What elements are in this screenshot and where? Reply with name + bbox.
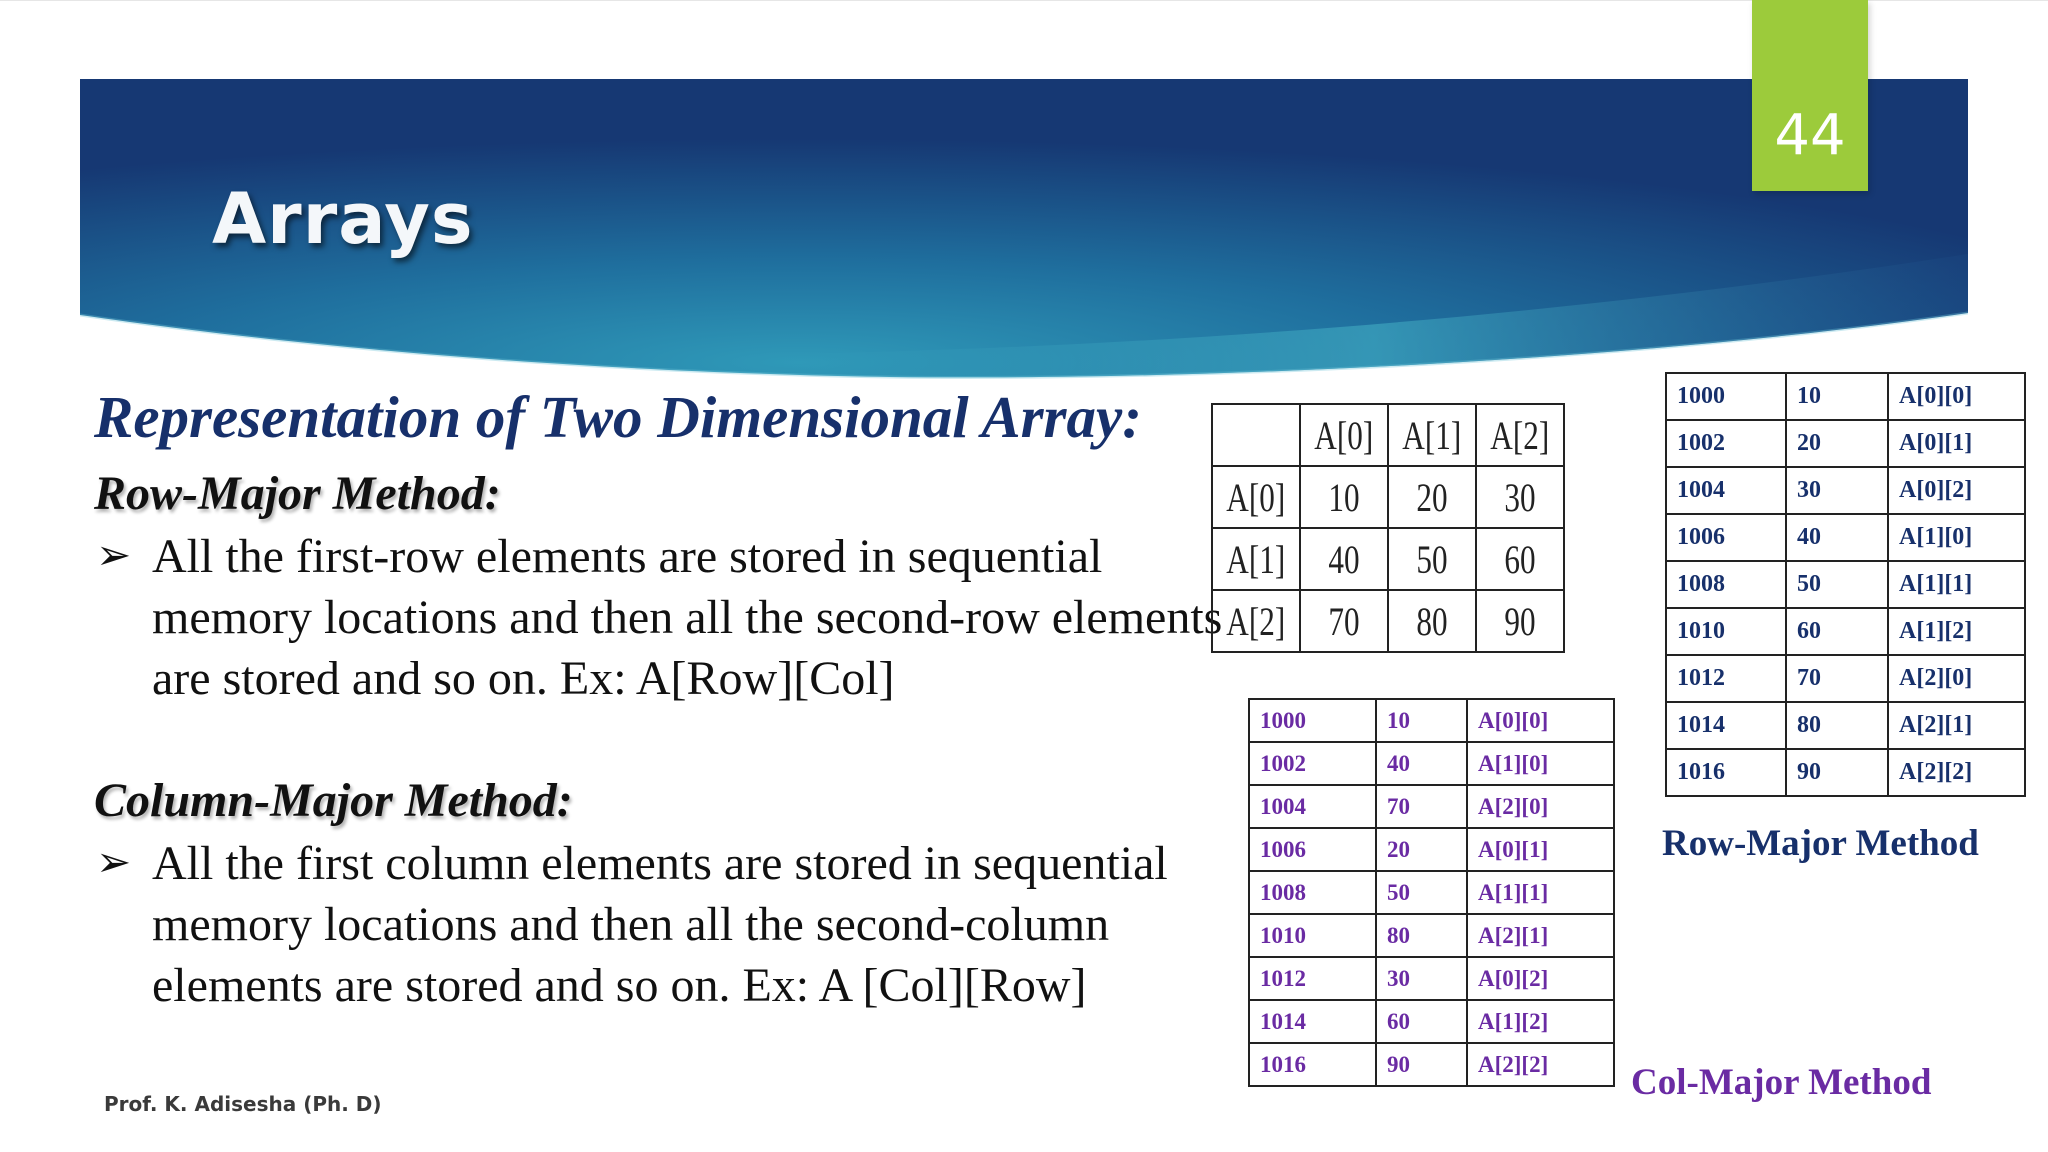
matrix-cell: 90 bbox=[1476, 590, 1564, 652]
table-row bbox=[1249, 957, 1614, 1000]
value-cell: 10 bbox=[1376, 699, 1467, 742]
author-footer: Prof. K. Adisesha (Ph. D) bbox=[104, 1092, 382, 1116]
table-row bbox=[1666, 514, 2025, 561]
row-major-memory-table bbox=[1665, 372, 2026, 797]
col-major-memory-table bbox=[1248, 698, 1615, 1087]
element-cell: A[0][2] bbox=[1888, 467, 2025, 514]
element-cell: A[0][1] bbox=[1888, 420, 2025, 467]
table-row bbox=[1249, 742, 1614, 785]
value-cell: 10 bbox=[1786, 373, 1888, 420]
matrix-row bbox=[1212, 466, 1564, 528]
address-cell: 1012 bbox=[1666, 655, 1786, 702]
value-cell: 60 bbox=[1786, 608, 1888, 655]
element-cell: A[2][2] bbox=[1467, 1043, 1614, 1086]
matrix-cell: 20 bbox=[1388, 466, 1476, 528]
matrix-cell bbox=[1212, 404, 1300, 466]
table-row bbox=[1249, 785, 1614, 828]
element-cell: A[1][0] bbox=[1467, 742, 1614, 785]
table-row bbox=[1666, 608, 2025, 655]
value-cell: 50 bbox=[1376, 871, 1467, 914]
section-heading: Representation of Two Dimensional Array: bbox=[94, 384, 1142, 450]
address-cell: 1000 bbox=[1249, 699, 1376, 742]
table-row bbox=[1249, 871, 1614, 914]
element-cell: A[0][0] bbox=[1888, 373, 2025, 420]
column-major-paragraph bbox=[96, 833, 1266, 1016]
value-cell: 90 bbox=[1376, 1043, 1467, 1086]
matrix-cell: 40 bbox=[1300, 528, 1388, 590]
address-cell: 1002 bbox=[1666, 420, 1786, 467]
element-cell: A[2][1] bbox=[1467, 914, 1614, 957]
value-cell: 70 bbox=[1376, 785, 1467, 828]
address-cell: 1008 bbox=[1666, 561, 1786, 608]
element-cell: A[0][2] bbox=[1467, 957, 1614, 1000]
table-row bbox=[1249, 1043, 1614, 1086]
table-row bbox=[1666, 702, 2025, 749]
address-cell: 1006 bbox=[1249, 828, 1376, 871]
address-cell: 1002 bbox=[1249, 742, 1376, 785]
value-cell: 70 bbox=[1786, 655, 1888, 702]
matrix-cell: 60 bbox=[1476, 528, 1564, 590]
matrix-cell: A[2] bbox=[1212, 590, 1300, 652]
column-major-heading: Column-Major Method: bbox=[94, 774, 573, 827]
value-cell: 80 bbox=[1376, 914, 1467, 957]
slide-title: Arrays bbox=[212, 178, 474, 260]
matrix-cell: A[0] bbox=[1300, 404, 1388, 466]
matrix-cell: 50 bbox=[1388, 528, 1476, 590]
slide-number: 44 bbox=[1774, 103, 1846, 168]
element-cell: A[2][0] bbox=[1888, 655, 2025, 702]
arrow-bullet-icon: ➢ bbox=[96, 533, 132, 579]
value-cell: 20 bbox=[1786, 420, 1888, 467]
value-cell: 90 bbox=[1786, 749, 1888, 796]
table-row bbox=[1666, 655, 2025, 702]
element-cell: A[1][1] bbox=[1888, 561, 2025, 608]
matrix-cell: 10 bbox=[1300, 466, 1388, 528]
address-cell: 1012 bbox=[1249, 957, 1376, 1000]
address-cell: 1016 bbox=[1249, 1043, 1376, 1086]
matrix-cell: 30 bbox=[1476, 466, 1564, 528]
table-row bbox=[1249, 914, 1614, 957]
matrix-cell: A[2] bbox=[1476, 404, 1564, 466]
row-major-text: All the first-row elements are stored in sequential memory locations and then all the second-row elements are stored and so on. Ex: A[Row][Col] bbox=[152, 530, 1223, 705]
table-row bbox=[1666, 749, 2025, 796]
slide-number-badge bbox=[1752, 0, 1868, 191]
matrix-table bbox=[1211, 403, 1565, 653]
table-row bbox=[1666, 467, 2025, 514]
element-cell: A[1][2] bbox=[1888, 608, 2025, 655]
column-major-text: All the first column elements are stored in sequential memory locations and then all the second-column elements are stored and so on. Ex: A [Col][Row] bbox=[152, 837, 1168, 1012]
arrow-bullet-icon: ➢ bbox=[96, 840, 132, 886]
table-row bbox=[1249, 828, 1614, 871]
address-cell: 1010 bbox=[1666, 608, 1786, 655]
value-cell: 20 bbox=[1376, 828, 1467, 871]
address-cell: 1004 bbox=[1249, 785, 1376, 828]
element-cell: A[2][1] bbox=[1888, 702, 2025, 749]
address-cell: 1016 bbox=[1666, 749, 1786, 796]
address-cell: 1014 bbox=[1666, 702, 1786, 749]
element-cell: A[1][2] bbox=[1467, 1000, 1614, 1043]
row-major-heading: Row-Major Method: bbox=[94, 467, 501, 520]
table-row bbox=[1666, 373, 2025, 420]
element-cell: A[1][0] bbox=[1888, 514, 2025, 561]
matrix-cell: A[1] bbox=[1212, 528, 1300, 590]
table-row bbox=[1666, 561, 2025, 608]
row-major-paragraph bbox=[96, 526, 1266, 709]
value-cell: 80 bbox=[1786, 702, 1888, 749]
matrix-cell: A[1] bbox=[1388, 404, 1476, 466]
matrix-cell: 80 bbox=[1388, 590, 1476, 652]
address-cell: 1000 bbox=[1666, 373, 1786, 420]
element-cell: A[2][2] bbox=[1888, 749, 2025, 796]
value-cell: 30 bbox=[1786, 467, 1888, 514]
address-cell: 1006 bbox=[1666, 514, 1786, 561]
table-row bbox=[1249, 699, 1614, 742]
table-row bbox=[1666, 420, 2025, 467]
element-cell: A[0][0] bbox=[1467, 699, 1614, 742]
matrix-header-row bbox=[1212, 404, 1564, 466]
matrix-row bbox=[1212, 528, 1564, 590]
matrix-cell: 70 bbox=[1300, 590, 1388, 652]
address-cell: 1014 bbox=[1249, 1000, 1376, 1043]
address-cell: 1004 bbox=[1666, 467, 1786, 514]
element-cell: A[2][0] bbox=[1467, 785, 1614, 828]
matrix-cell: A[0] bbox=[1212, 466, 1300, 528]
value-cell: 50 bbox=[1786, 561, 1888, 608]
row-major-caption: Row-Major Method bbox=[1662, 823, 1979, 864]
matrix-row bbox=[1212, 590, 1564, 652]
element-cell: A[1][1] bbox=[1467, 871, 1614, 914]
table-row bbox=[1249, 1000, 1614, 1043]
address-cell: 1010 bbox=[1249, 914, 1376, 957]
address-cell: 1008 bbox=[1249, 871, 1376, 914]
value-cell: 30 bbox=[1376, 957, 1467, 1000]
col-major-caption: Col-Major Method bbox=[1631, 1062, 1932, 1103]
value-cell: 40 bbox=[1786, 514, 1888, 561]
value-cell: 60 bbox=[1376, 1000, 1467, 1043]
top-rule bbox=[0, 0, 2048, 1]
element-cell: A[0][1] bbox=[1467, 828, 1614, 871]
value-cell: 40 bbox=[1376, 742, 1467, 785]
